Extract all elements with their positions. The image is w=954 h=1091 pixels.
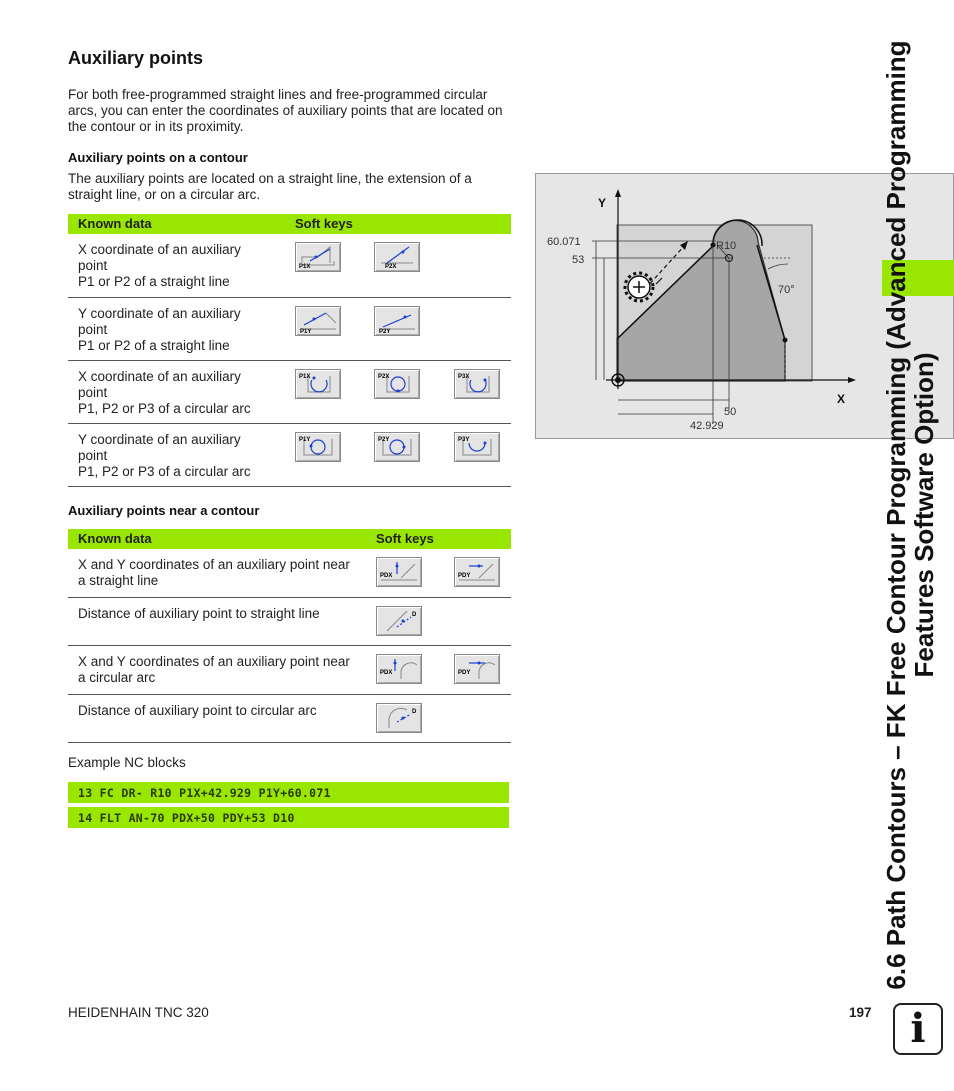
svg-text:P1Y: P1Y [300, 329, 312, 335]
svg-text:P3X: P3X [458, 374, 470, 380]
section-title: Auxiliary points [68, 48, 204, 68]
table-header [68, 214, 511, 234]
svg-text:PDX: PDX [380, 670, 393, 676]
example-label: Example NC blocks [68, 755, 186, 770]
svg-text:70°: 70° [778, 284, 795, 296]
softkey-p1x-line[interactable] [295, 242, 341, 272]
nc-block-13: 13 FC DR- R10 P1X+42.929 P1Y+60.071 [68, 782, 509, 803]
table-row [68, 646, 511, 695]
softkey-p3y-arc[interactable] [454, 432, 500, 462]
svg-text:42.929: 42.929 [690, 420, 724, 432]
svg-text:60.071: 60.071 [547, 236, 581, 248]
table-row [68, 549, 511, 598]
softkey-p1y-line[interactable] [295, 306, 341, 336]
softkey-pdy-line[interactable] [454, 557, 500, 587]
svg-text:P3Y: P3Y [458, 437, 470, 443]
footer-left: HEIDENHAIN TNC 320 [68, 1005, 209, 1020]
svg-text:53: 53 [572, 254, 585, 266]
svg-text:D: D [412, 612, 417, 618]
softkey-d-arc[interactable] [376, 703, 422, 733]
svg-text:P2X: P2X [378, 374, 390, 380]
on-contour-heading: Auxiliary points on a contour [68, 150, 248, 165]
col-known-data: Known data [78, 531, 152, 546]
row-text: Distance of auxiliary point to circular arc [78, 703, 317, 718]
nc-block-14: 14 FLT AN-70 PDX+50 PDY+53 D10 [68, 807, 509, 828]
table-row [68, 424, 511, 487]
page-number: 197 [849, 1005, 872, 1020]
svg-text:P1Y: P1Y [299, 437, 311, 443]
row-text: Distance of auxiliary point to straight line [78, 606, 320, 621]
row-text: X and Y coordinates of an auxiliary point near a straight line [78, 557, 350, 588]
svg-text:PDY: PDY [458, 573, 471, 579]
softkey-pdx-arc[interactable] [376, 654, 422, 684]
svg-text:R10: R10 [716, 240, 737, 252]
on-contour-description: The auxiliary points are located on a straight line, the extension of a straight line, or on a circular arc. [68, 171, 472, 202]
table-row [68, 298, 511, 361]
near-contour-table [68, 529, 511, 743]
table-header [68, 529, 511, 549]
col-soft-keys: Soft keys [295, 216, 353, 231]
softkey-p2y-line[interactable] [374, 306, 420, 336]
svg-text:P2Y: P2Y [378, 437, 390, 443]
svg-text:Y: Y [598, 196, 607, 210]
table-row [68, 695, 511, 743]
svg-text:P1X: P1X [299, 264, 311, 270]
softkey-pdx-line[interactable] [376, 557, 422, 587]
svg-text:P2Y: P2Y [379, 329, 391, 335]
col-soft-keys: Soft keys [376, 531, 434, 546]
softkey-pdy-arc[interactable] [454, 654, 500, 684]
softkey-p1y-arc[interactable] [295, 432, 341, 462]
near-contour-heading: Auxiliary points near a contour [68, 503, 260, 518]
svg-text:X: X [837, 392, 846, 406]
info-icon: i [893, 1003, 943, 1055]
row-text: Y coordinate of an auxiliary point P1 or P2 of a straight line [78, 306, 241, 353]
table-row [68, 361, 511, 424]
col-known-data: Known data [78, 216, 152, 231]
svg-text:P1X: P1X [299, 374, 311, 380]
table-row [68, 598, 511, 646]
softkey-p2y-arc[interactable] [374, 432, 420, 462]
svg-text:50: 50 [724, 406, 737, 418]
softkey-p3x-arc[interactable] [454, 369, 500, 399]
softkey-p1x-arc[interactable] [295, 369, 341, 399]
softkey-p2x-arc[interactable] [374, 369, 420, 399]
svg-text:PDX: PDX [380, 573, 393, 579]
row-text: X coordinate of an auxiliary point P1, P2 or P3 of a circular arc [78, 369, 251, 416]
svg-text:PDY: PDY [458, 670, 471, 676]
table-row [68, 234, 511, 298]
on-contour-table [68, 214, 511, 487]
svg-text:D: D [412, 709, 417, 715]
row-text: X and Y coordinates of an auxiliary point near a circular arc [78, 654, 350, 685]
row-text: X coordinate of an auxiliary point P1 or P2 of a straight line [78, 242, 241, 289]
softkey-d-line[interactable] [376, 606, 422, 636]
softkey-p2x-line[interactable] [374, 242, 420, 272]
intro-paragraph: For both free-programmed straight lines and free-programmed circular arcs, you can enter the coordinates of auxiliary points that are located on the contour or in its proximity. [68, 87, 503, 134]
svg-text:P2X: P2X [385, 264, 397, 270]
row-text: Y coordinate of an auxiliary point P1, P2 or P3 of a circular arc [78, 432, 251, 479]
